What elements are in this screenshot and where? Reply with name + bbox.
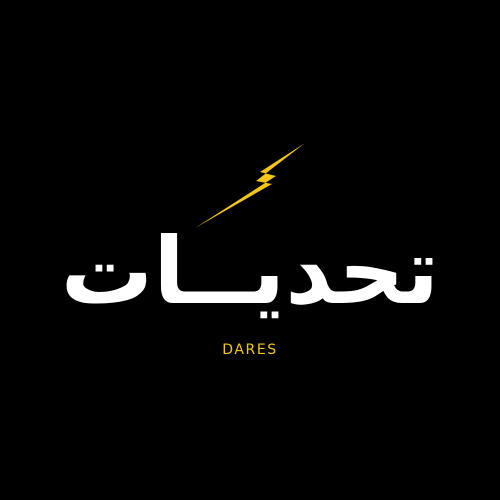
- logo-title-arabic: تحديــات: [60, 218, 440, 325]
- logo-subtitle: DARES: [222, 342, 278, 358]
